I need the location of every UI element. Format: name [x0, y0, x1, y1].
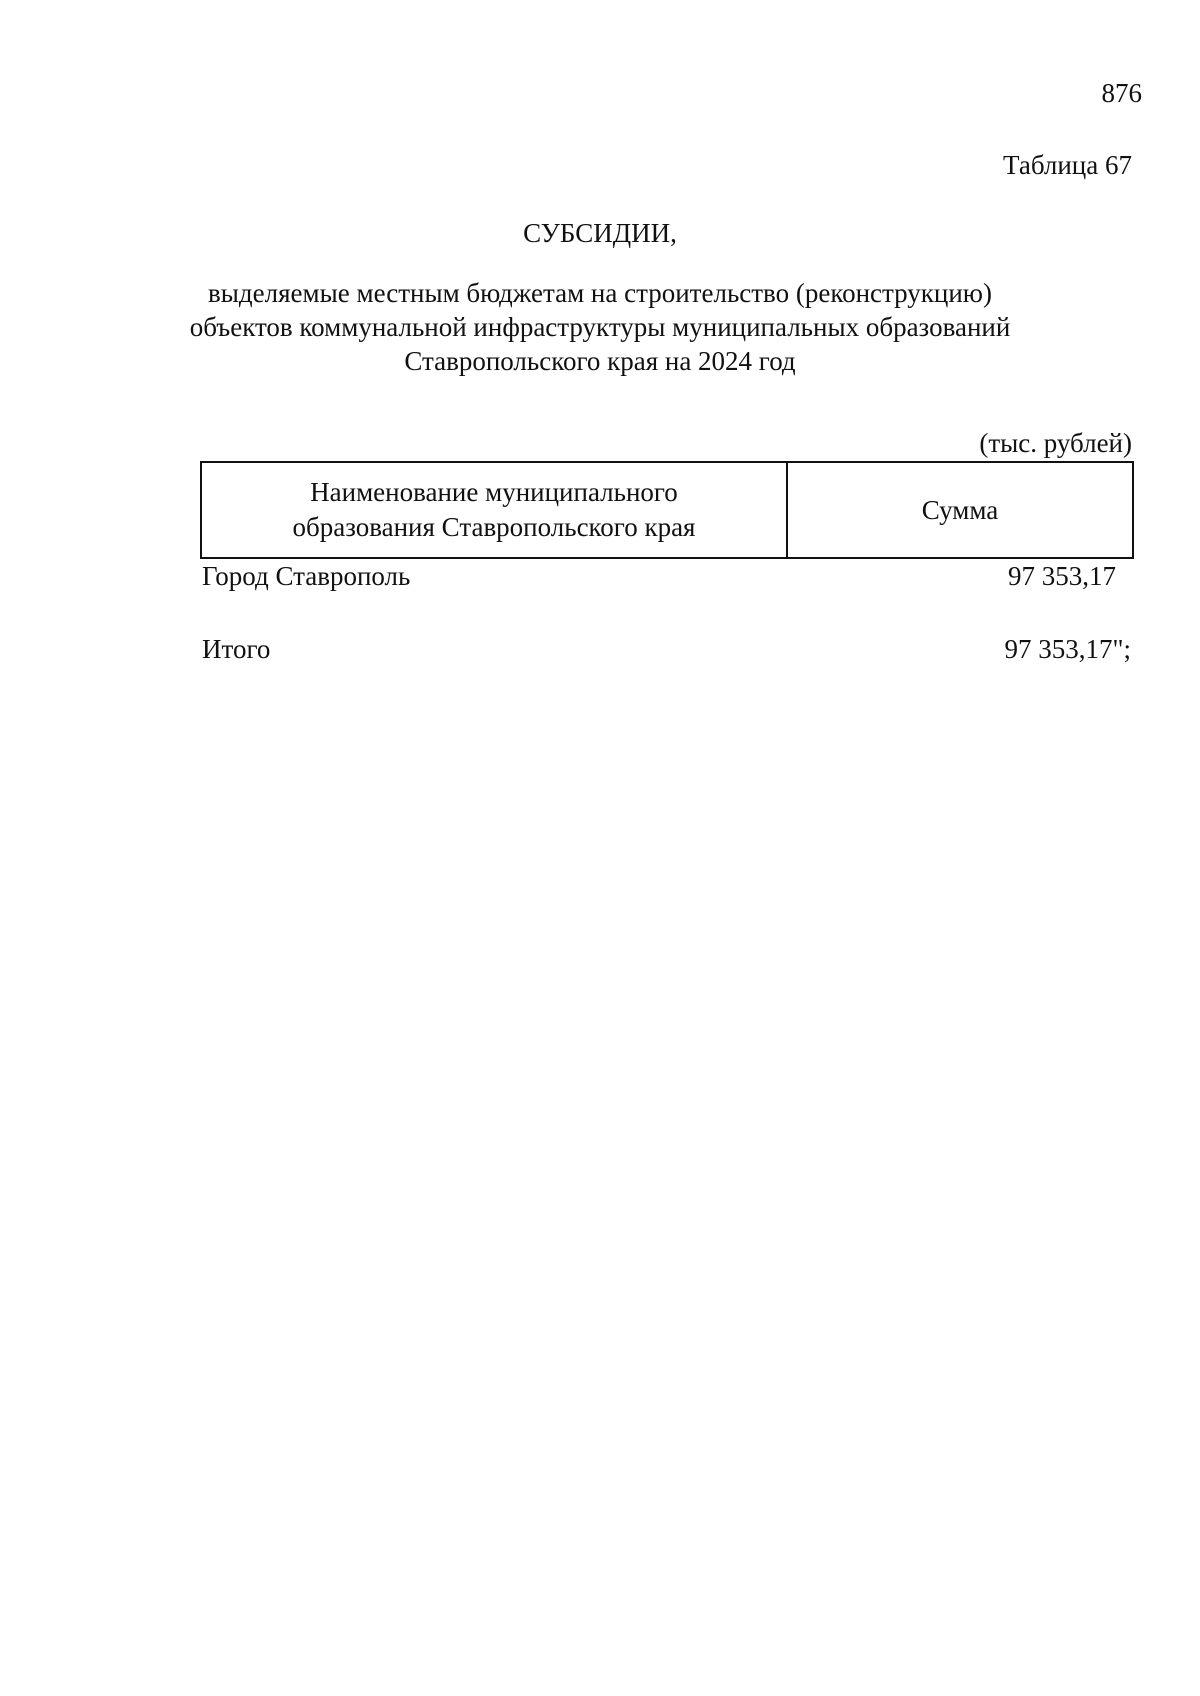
unit-label: (тыс. рублей) — [979, 428, 1132, 458]
page-number: 876 — [1101, 78, 1142, 108]
table-header — [200, 461, 1134, 559]
column-header-name-line: Наименование муниципального — [310, 477, 678, 507]
total-sum: 97 353,17"; — [1004, 634, 1131, 664]
subtitle-line: Ставропольского края на 2024 год — [404, 346, 796, 376]
document-subtitle — [0, 276, 1200, 378]
subtitle-line: объектов коммунальной инфраструктуры муниципальных образований — [189, 312, 1011, 342]
column-header-name — [202, 463, 788, 557]
row-name: Город Ставрополь — [202, 561, 411, 591]
column-header-name-line: образования Ставропольского края — [292, 512, 696, 542]
table-number: Таблица 67 — [1003, 150, 1132, 180]
document-title: СУБСИДИИ, — [523, 218, 677, 248]
subtitle-line: выделяемые местным бюджетам на строительство (реконструкцию) — [208, 278, 992, 308]
row-sum: 97 353,17 — [1008, 561, 1116, 591]
total-label: Итого — [202, 634, 271, 664]
column-header-sum: Сумма — [921, 494, 999, 525]
